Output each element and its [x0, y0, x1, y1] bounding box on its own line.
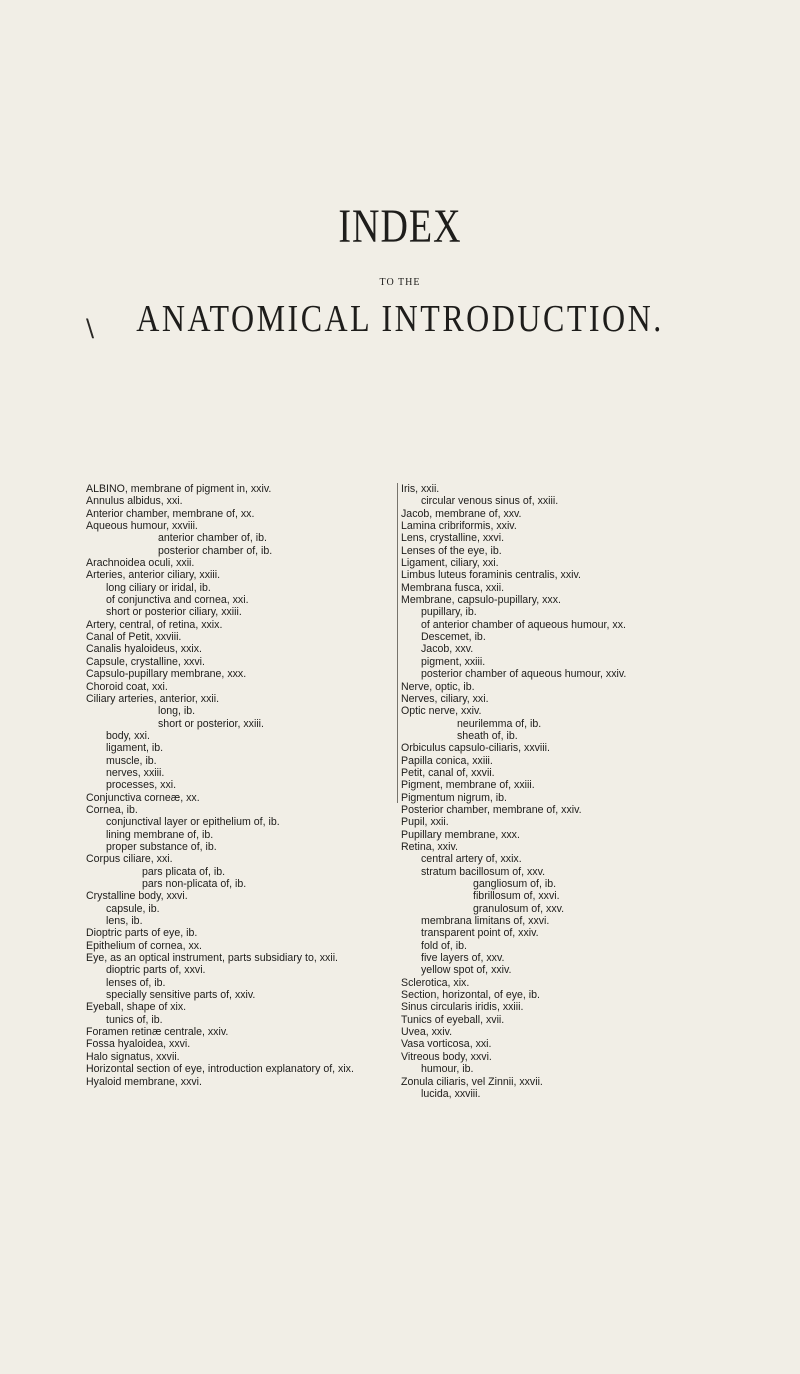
index-entry: Annulus albidus, xxi.: [86, 495, 183, 508]
index-entry: Artery, central, of retina, xxix.: [86, 618, 223, 631]
page-subtitle: ANATOMICAL INTRODUCTION.: [136, 296, 664, 340]
index-entry: Petit, canal of, xxvii.: [401, 766, 495, 779]
index-entry: Capsulo-pupillary membrane, xxx.: [86, 668, 247, 681]
page-title: INDEX: [338, 200, 462, 254]
index-entry: Dioptric parts of eye, ib.: [86, 927, 198, 940]
index-entry: yellow spot of, xxiv.: [421, 964, 512, 977]
index-entry: Sinus circularis iridis, xxiii.: [401, 1001, 524, 1014]
index-entry: Conjunctiva corneæ, xx.: [86, 791, 200, 804]
index-entry: Descemet, ib.: [421, 631, 486, 644]
index-entry: tunics of, ib.: [106, 1013, 163, 1026]
index-entry: muscle, ib.: [106, 754, 157, 767]
index-entry: lens, ib.: [106, 915, 143, 928]
index-entry: lenses of, ib.: [106, 976, 166, 989]
index-entry: Uvea, xxiv.: [401, 1026, 453, 1039]
index-entry: Pupillary membrane, xxx.: [401, 828, 520, 841]
index-entry: Corpus ciliare, xxi.: [86, 853, 173, 866]
index-entry: anterior chamber of, ib.: [158, 532, 267, 545]
index-entry: dioptric parts of, xxvi.: [106, 964, 206, 977]
index-entry: lining membrane of, ib.: [106, 828, 214, 841]
index-entry: Jacob, membrane of, xxv.: [401, 507, 522, 520]
index-entry: Lamina cribriformis, xxiv.: [401, 520, 517, 533]
index-entry: Vasa vorticosa, xxi.: [401, 1038, 492, 1051]
index-entry: of anterior chamber of aqueous humour, xx.: [421, 618, 626, 631]
index-entry: capsule, ib.: [106, 902, 160, 915]
index-entry: Horizontal section of eye, introduction explanatory of, xix.: [86, 1063, 354, 1076]
index-entry: sheath of, ib.: [457, 729, 518, 742]
index-entry: Aqueous humour, xxviii.: [86, 520, 198, 533]
column-divider: [397, 483, 398, 803]
index-entry: Tunics of eyeball, xvii.: [401, 1013, 505, 1026]
index-entry: Cornea, ib.: [86, 803, 138, 816]
index-entry: nerves, xxiii.: [106, 766, 165, 779]
index-entry: five layers of, xxv.: [421, 952, 505, 965]
index-entry: stratum bacillosum of, xxv.: [421, 865, 546, 878]
index-entry: Eye, as an optical instrument, parts subsidiary to, xxii.: [86, 952, 339, 965]
index-entry: granulosum of, xxv.: [473, 902, 565, 915]
index-entry: Pigmentum nigrum, ib.: [401, 791, 507, 804]
index-entry: pars plicata of, ib.: [142, 865, 226, 878]
index-entry: Sclerotica, xix.: [401, 976, 470, 989]
index-entry: long, ib.: [158, 705, 196, 718]
index-entry: posterior chamber of aqueous humour, xxiv.: [421, 668, 627, 681]
index-entry: proper substance of, ib.: [106, 840, 217, 853]
index-entry: Jacob, xxv.: [421, 643, 474, 656]
index-entry: Canalis hyaloideus, xxix.: [86, 643, 202, 656]
index-entry: Capsule, crystalline, xxvi.: [86, 655, 205, 668]
index-column-left: [86, 483, 388, 1088]
index-entry: fold of, ib.: [421, 939, 467, 952]
index-entry: Iris, xxii.: [401, 483, 440, 495]
index-entry: pigment, xxiii.: [421, 655, 486, 668]
index-entry: Eyeball, shape of xix.: [86, 1001, 187, 1014]
index-entry: ligament, ib.: [106, 742, 164, 755]
index-entry: conjunctival layer or epithelium of, ib.: [106, 816, 280, 829]
index-entry: Posterior chamber, membrane of, xxiv.: [401, 803, 582, 816]
index-entry: Nerve, optic, ib.: [401, 680, 475, 693]
index-entry: Membrane, capsulo-pupillary, xxx.: [401, 594, 561, 607]
index-entry: processes, xxi.: [106, 779, 177, 792]
index-entry: fibrillosum of, xxvi.: [473, 890, 560, 903]
to-the-heading: TO THE: [379, 277, 421, 288]
index-entry: specially sensitive parts of, xxiv.: [106, 989, 256, 1002]
index-entry: transparent point of, xxiv.: [421, 927, 539, 940]
index-entry: ALBINO, membrane of pigment in, xxiv.: [86, 483, 272, 495]
index-entry: Arachnoidea oculi, xxii.: [86, 557, 195, 570]
index-entry: Anterior chamber, membrane of, xx.: [86, 507, 255, 520]
index-entry: circular venous sinus of, xxiii.: [421, 495, 559, 508]
index-entry: Lens, crystalline, xxvi.: [401, 532, 505, 545]
index-entry: Hyaloid membrane, xxvi.: [86, 1075, 202, 1088]
index-entry: Arteries, anterior ciliary, xxiii.: [86, 569, 221, 582]
index-entry: lucida, xxviii.: [421, 1087, 481, 1100]
index-entry: Zonula ciliaris, vel Zinnii, xxvii.: [401, 1075, 543, 1088]
index-entry: gangliosum of, ib.: [473, 878, 557, 890]
index-entry: short or posterior, xxiii.: [158, 717, 264, 730]
index-entry: Lenses of the eye, ib.: [401, 544, 502, 557]
index-entry: Foramen retinæ centrale, xxiv.: [86, 1026, 229, 1039]
index-column-right: [401, 483, 721, 1100]
index-entry: membrana limitans of, xxvi.: [421, 915, 550, 928]
index-entry: Crystalline body, xxvi.: [86, 890, 188, 903]
index-entry: Ligament, ciliary, xxi.: [401, 557, 499, 570]
index-entry: Papilla conica, xxiii.: [401, 754, 493, 767]
index-entry: Nerves, ciliary, xxi.: [401, 692, 489, 705]
index-entry: neurilemma of, ib.: [457, 717, 542, 730]
index-entry: Canal of Petit, xxviii.: [86, 631, 182, 644]
index-entry: Epithelium of cornea, xx.: [86, 939, 202, 952]
index-entry: Orbiculus capsulo-ciliaris, xxviii.: [401, 742, 550, 755]
index-entry: central artery of, xxix.: [421, 853, 522, 866]
index-entry: long ciliary or iridal, ib.: [106, 581, 211, 594]
index-entry: humour, ib.: [421, 1063, 474, 1076]
index-entry: Optic nerve, xxiv.: [401, 705, 482, 718]
index-entry: Pupil, xxii.: [401, 816, 449, 829]
index-entry: body, xxi.: [106, 729, 150, 742]
index-entry: Membrana fusca, xxii.: [401, 581, 505, 594]
index-entry: posterior chamber of, ib.: [158, 544, 273, 557]
index-entry: Halo signatus, xxvii.: [86, 1050, 180, 1063]
index-entry: Ciliary arteries, anterior, xxii.: [86, 692, 220, 705]
index-entry: Section, horizontal, of eye, ib.: [401, 989, 540, 1002]
index-entry: Pigment, membrane of, xxiii.: [401, 779, 535, 792]
index-entry: pars non-plicata of, ib.: [142, 878, 247, 890]
index-entry: Limbus luteus foraminis centralis, xxiv.: [401, 569, 581, 582]
index-entry: of conjunctiva and cornea, xxi.: [106, 594, 249, 607]
index-entry: Choroid coat, xxi.: [86, 680, 168, 693]
index-entry: Fossa hyaloidea, xxvi.: [86, 1038, 191, 1051]
index-entry: short or posterior ciliary, xxiii.: [106, 606, 242, 619]
index-entry: Vitreous body, xxvi.: [401, 1050, 492, 1063]
index-entry: pupillary, ib.: [421, 606, 477, 619]
index-entry: Retina, xxiv.: [401, 840, 458, 853]
margin-mark: \: [86, 314, 95, 342]
